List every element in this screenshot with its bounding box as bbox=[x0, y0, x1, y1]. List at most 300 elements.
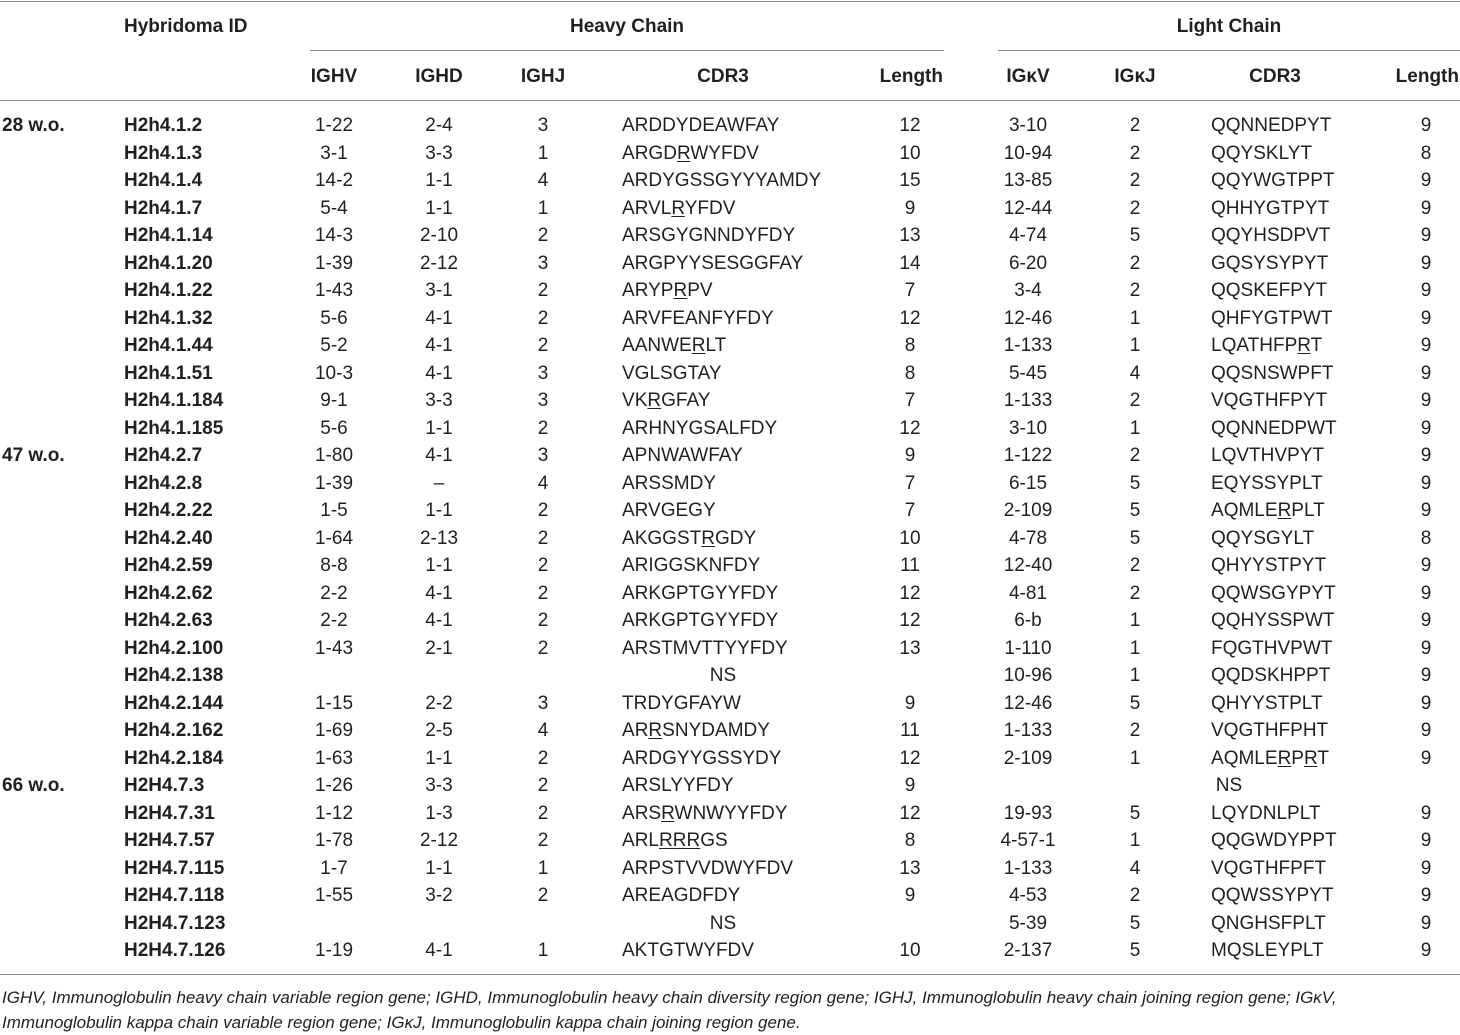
hybridoma-id: H2h4.2.59 bbox=[124, 555, 213, 576]
heavy-cdr3-cell: NS bbox=[709, 912, 737, 934]
ighv-cell: 1-69 bbox=[314, 720, 354, 741]
hybridoma-id: H2h4.1.20 bbox=[124, 252, 213, 274]
heavy-cdr3-cell: ARKGPTGYYFDY bbox=[622, 610, 779, 631]
igkv-cell: 10-94 bbox=[1003, 142, 1053, 164]
heavy-length-cell: 8 bbox=[904, 362, 916, 384]
ighj-cell: 2 bbox=[537, 555, 549, 576]
heavy-chain-rule bbox=[310, 50, 944, 51]
ighj-cell: 3 bbox=[537, 362, 549, 384]
light-cdr3-cell: LQVTHVPYT bbox=[1211, 445, 1324, 466]
heavy-length-cell: 13 bbox=[899, 637, 921, 659]
igkj-cell: 2 bbox=[1129, 115, 1141, 136]
light-length-cell: 9 bbox=[1420, 610, 1432, 631]
heavy-cdr3-cell: ARPSTVVDWYFDV bbox=[622, 857, 794, 879]
light-cdr3-cell: VQGTHFPYT bbox=[1211, 390, 1328, 411]
heavy-cdr3-cell: ARSRWNWYYFDY bbox=[622, 802, 788, 824]
heavy-length-cell: 8 bbox=[904, 830, 916, 851]
igkv-cell: 12-40 bbox=[1003, 555, 1053, 576]
heavy-cdr3-cell: AANWERLT bbox=[622, 335, 727, 356]
light-cdr3-cell: EQYSSYPLT bbox=[1211, 472, 1323, 494]
light-cdr3-cell: AQMLERPRT bbox=[1211, 747, 1329, 769]
igkv-cell: 5-45 bbox=[1008, 362, 1048, 384]
heavy-cdr3-cell: ARYPRPV bbox=[622, 280, 713, 301]
heavy-length-cell: 10 bbox=[899, 940, 921, 961]
light-cdr3-cell: AQMLERPLT bbox=[1211, 500, 1325, 521]
light-length-cell: 9 bbox=[1420, 912, 1432, 934]
ighv-cell: 1-26 bbox=[314, 775, 354, 796]
igkj-cell: 5 bbox=[1129, 500, 1141, 521]
heavy-cdr3-cell: AREAGDFDY bbox=[622, 885, 741, 906]
light-cdr3-cell: FQGTHVPWT bbox=[1211, 637, 1333, 659]
ighd-cell: 1-3 bbox=[425, 802, 453, 824]
light-length-cell: 9 bbox=[1420, 857, 1432, 879]
heavy-cdr3-cell: VGLSGTAY bbox=[622, 362, 722, 384]
heavy-cdr3-cell: TRDYGFAYW bbox=[622, 692, 741, 714]
light-length-cell: 9 bbox=[1420, 115, 1432, 136]
heavy-cdr3-cell: ARVGEGY bbox=[622, 500, 716, 521]
igkj-cell: 2 bbox=[1129, 390, 1141, 411]
ighv-cell: 1-39 bbox=[314, 472, 354, 494]
igkv-cell: 1-110 bbox=[1004, 637, 1052, 659]
ighd-cell: 4-1 bbox=[425, 582, 453, 604]
ighv-cell: 1-43 bbox=[314, 637, 354, 659]
ighj-cell: 3 bbox=[537, 252, 549, 274]
ighd-cell: 4-1 bbox=[425, 940, 453, 961]
light-cdr3-cell: QQGWDYPPT bbox=[1211, 830, 1337, 851]
heavy-cdr3-cell: ARSLYYFDY bbox=[622, 775, 734, 796]
ighd-cell: 2-13 bbox=[419, 527, 459, 549]
table-footnote: IGHV, Immunoglobulin heavy chain variable region gene; IGHD, Immunoglobulin heavy chain diversity region gene; IGHJ, Immunoglobulin heavy chain joining region gene; IGκV, Immunoglobulin kappa chain variable region gene; IGκJ, Immunoglobulin kappa chain joining region gene. bbox=[2, 988, 1337, 1032]
ighj-cell: 2 bbox=[537, 747, 549, 769]
hybridoma-id: H2H4.7.123 bbox=[124, 912, 226, 934]
igkj-cell: 4 bbox=[1129, 857, 1141, 879]
light-length-cell: 9 bbox=[1420, 390, 1432, 411]
heavy-length-cell: 12 bbox=[899, 417, 921, 439]
heavy-length-cell: 10 bbox=[899, 142, 921, 164]
ighd-cell: 1-1 bbox=[425, 500, 453, 521]
ighd-cell: 4-1 bbox=[425, 362, 453, 384]
heavy-length-cell: 7 bbox=[904, 280, 916, 301]
igkv-cell: 1-133 bbox=[1003, 335, 1053, 356]
igkj-cell: 1 bbox=[1129, 610, 1141, 631]
heavy-length-cell: 9 bbox=[904, 885, 916, 906]
igkv-cell: 6-b bbox=[1014, 610, 1042, 631]
ighd-cell: 4-1 bbox=[425, 610, 453, 631]
header-hybridoma-id: Hybridoma ID bbox=[124, 16, 248, 37]
header-ighd: IGHD bbox=[415, 66, 463, 87]
age-group-label: 66 w.o. bbox=[2, 775, 65, 796]
igkv-cell: 4-78 bbox=[1008, 527, 1048, 549]
light-cdr3-cell: QQSKEFPYT bbox=[1211, 280, 1328, 301]
igkj-cell: 2 bbox=[1129, 555, 1141, 576]
igkj-cell: 1 bbox=[1129, 417, 1141, 439]
ighv-cell: 1-39 bbox=[314, 252, 354, 274]
light-cdr3-cell: QHYYSTPYT bbox=[1211, 555, 1327, 576]
light-length-cell: 9 bbox=[1420, 170, 1432, 191]
hybridoma-id: H2h4.2.40 bbox=[124, 527, 213, 549]
ighj-cell: 1 bbox=[537, 142, 549, 164]
light-length-cell: 9 bbox=[1420, 307, 1432, 329]
header-light-cdr3: CDR3 bbox=[1249, 66, 1301, 87]
hybridoma-id: H2H4.7.126 bbox=[124, 940, 226, 961]
heavy-length-cell: 8 bbox=[904, 335, 916, 356]
light-length-cell: 9 bbox=[1420, 417, 1432, 439]
ighj-cell: 1 bbox=[537, 940, 549, 961]
heavy-cdr3-cell: ARLRRRGS bbox=[622, 830, 728, 851]
light-length-cell: 9 bbox=[1420, 335, 1432, 356]
ighj-cell: 2 bbox=[537, 802, 549, 824]
igkj-cell: 2 bbox=[1129, 252, 1141, 274]
ighj-cell: 2 bbox=[537, 527, 549, 549]
light-length-cell: 9 bbox=[1420, 472, 1432, 494]
light-cdr3-cell: MQSLEYPLT bbox=[1211, 940, 1324, 961]
heavy-length-cell: 7 bbox=[904, 390, 916, 411]
heavy-cdr3-cell: ARVFEANFYFDY bbox=[622, 307, 774, 329]
ighj-cell: 3 bbox=[537, 445, 549, 466]
ighj-cell: 4 bbox=[537, 472, 549, 494]
igkj-cell: 2 bbox=[1129, 582, 1141, 604]
igkj-cell: 2 bbox=[1129, 445, 1141, 466]
ighv-cell: 1-15 bbox=[314, 692, 354, 714]
igkv-cell: 12-46 bbox=[1003, 692, 1053, 714]
light-length-cell: 9 bbox=[1420, 362, 1432, 384]
ighj-cell: 3 bbox=[537, 692, 549, 714]
light-length-cell: 9 bbox=[1420, 500, 1432, 521]
ighv-cell: 1-12 bbox=[314, 802, 354, 824]
hybridoma-id: H2h4.1.32 bbox=[124, 307, 213, 329]
igkj-cell: 1 bbox=[1129, 307, 1141, 329]
heavy-length-cell: 12 bbox=[899, 582, 921, 604]
light-cdr3-cell: QQYHSDPVT bbox=[1211, 225, 1331, 246]
igkv-cell: 4-81 bbox=[1008, 582, 1048, 604]
heavy-length-cell: 14 bbox=[899, 252, 921, 274]
igkj-cell: 2 bbox=[1129, 885, 1141, 906]
heavy-length-cell: 9 bbox=[904, 775, 916, 796]
ighv-cell: 5-6 bbox=[320, 307, 348, 329]
ighd-cell: 3-3 bbox=[425, 390, 453, 411]
ighd-cell: 2-10 bbox=[419, 225, 459, 246]
igkv-cell: 3-10 bbox=[1008, 115, 1048, 136]
ighj-cell: 3 bbox=[537, 115, 549, 136]
ighj-cell: 4 bbox=[537, 720, 549, 741]
ighd-cell: 2-12 bbox=[419, 252, 459, 274]
igkv-cell: 4-57-1 bbox=[1000, 830, 1056, 851]
header-light-chain: Light Chain bbox=[1176, 16, 1282, 37]
igkv-cell: 6-15 bbox=[1008, 472, 1048, 494]
hybridoma-id: H2h4.2.162 bbox=[124, 720, 224, 741]
header-igkj: IGκJ bbox=[1114, 66, 1156, 87]
ighv-cell: 1-22 bbox=[314, 115, 354, 136]
light-cdr3-cell: GQSYSYPYT bbox=[1211, 252, 1329, 274]
ighd-cell: 3-3 bbox=[425, 775, 453, 796]
ighd-cell: 1-1 bbox=[425, 170, 453, 191]
ighv-cell: 14-2 bbox=[314, 170, 354, 191]
ighj-cell: 1 bbox=[537, 197, 549, 219]
ighd-cell: 2-2 bbox=[425, 692, 453, 714]
heavy-length-cell: 11 bbox=[900, 555, 920, 576]
light-length-cell: 9 bbox=[1420, 885, 1432, 906]
ighv-cell: 2-2 bbox=[320, 582, 348, 604]
hybridoma-id: H2h4.1.3 bbox=[124, 142, 203, 164]
light-length-cell: 9 bbox=[1420, 445, 1432, 466]
ighv-cell: 1-43 bbox=[314, 280, 354, 301]
hybridoma-id: H2H4.7.115 bbox=[124, 857, 225, 879]
igkj-cell: 5 bbox=[1129, 527, 1141, 549]
ighd-cell: 1-1 bbox=[425, 555, 453, 576]
ighv-cell: 1-55 bbox=[314, 885, 354, 906]
light-cdr3-cell: QHFYGTPWT bbox=[1211, 307, 1333, 329]
light-cdr3-cell: VQGTHFPHT bbox=[1211, 720, 1329, 741]
ighj-cell: 1 bbox=[537, 857, 549, 879]
igkv-cell: 12-46 bbox=[1003, 307, 1053, 329]
heavy-length-cell: 12 bbox=[899, 307, 921, 329]
heavy-length-cell: 11 bbox=[900, 720, 920, 741]
light-length-cell: 9 bbox=[1420, 637, 1432, 659]
ighd-cell: 1-1 bbox=[425, 747, 453, 769]
light-cdr3-cell: LQYDNLPLT bbox=[1211, 802, 1321, 824]
igkj-cell: 2 bbox=[1129, 170, 1141, 191]
igkj-cell: 5 bbox=[1129, 940, 1141, 961]
light-cdr3-cell: LQATHFPRT bbox=[1211, 335, 1323, 356]
heavy-cdr3-cell: ARIGGSKNFDY bbox=[622, 555, 761, 576]
heavy-cdr3-cell: ARSTMVTTYYFDY bbox=[622, 637, 788, 659]
ighd-cell: – bbox=[433, 472, 445, 494]
heavy-length-cell: 9 bbox=[904, 692, 916, 714]
heavy-cdr3-cell: VKRGFAY bbox=[622, 390, 711, 411]
igkv-cell: 1-133 bbox=[1003, 390, 1053, 411]
header-light-length: Length bbox=[1395, 66, 1459, 87]
ighd-cell: 3-2 bbox=[425, 885, 453, 906]
ighv-cell: 3-1 bbox=[320, 142, 348, 164]
heavy-length-cell: 9 bbox=[904, 197, 916, 219]
ighj-cell: 2 bbox=[537, 225, 549, 246]
heavy-length-cell: 12 bbox=[899, 115, 921, 136]
heavy-cdr3-cell: NS bbox=[709, 665, 737, 686]
ighd-cell: 1-1 bbox=[425, 417, 453, 439]
igkv-cell: 4-74 bbox=[1008, 225, 1048, 246]
ighd-cell: 2-5 bbox=[425, 720, 453, 741]
heavy-length-cell: 12 bbox=[899, 610, 921, 631]
hybridoma-id: H2h4.2.144 bbox=[124, 692, 224, 714]
igkj-cell: 1 bbox=[1129, 335, 1141, 356]
light-length-cell: 8 bbox=[1420, 142, 1432, 164]
igkv-cell: 1-133 bbox=[1003, 857, 1053, 879]
hybridoma-id: H2h4.2.62 bbox=[124, 582, 213, 604]
heavy-cdr3-cell: AKGGSTRGDY bbox=[622, 527, 757, 549]
age-group-label: 28 w.o. bbox=[2, 115, 65, 136]
igkj-cell: 5 bbox=[1129, 472, 1141, 494]
heavy-length-cell: 12 bbox=[899, 747, 921, 769]
igkv-cell: 19-93 bbox=[1003, 802, 1053, 824]
light-cdr3-cell: QQSNSWPFT bbox=[1211, 362, 1334, 384]
ighd-cell: 1-1 bbox=[425, 197, 453, 219]
light-length-cell: 9 bbox=[1420, 225, 1432, 246]
heavy-cdr3-cell: ARDDYDEAWFAY bbox=[622, 115, 780, 136]
ighv-cell: 1-80 bbox=[314, 445, 354, 466]
heavy-length-cell: 10 bbox=[899, 527, 921, 549]
igkj-cell: 1 bbox=[1129, 830, 1141, 851]
table-top-rule bbox=[0, 1, 1460, 2]
heavy-cdr3-cell: APNWAWFAY bbox=[622, 445, 743, 466]
ighv-cell: 5-6 bbox=[320, 417, 348, 439]
header-ighj: IGHJ bbox=[520, 66, 566, 87]
igkj-cell: 2 bbox=[1129, 142, 1141, 164]
hybridoma-id: H2H4.7.3 bbox=[124, 775, 205, 796]
hybridoma-id: H2h4.1.184 bbox=[124, 390, 224, 411]
hybridoma-id: H2h4.1.2 bbox=[124, 115, 203, 136]
heavy-length-cell: 7 bbox=[904, 472, 916, 494]
light-cdr3-cell: QQWSGYPYT bbox=[1211, 582, 1336, 604]
hybridoma-id: H2h4.2.184 bbox=[124, 747, 224, 769]
igkj-cell: 1 bbox=[1129, 637, 1141, 659]
light-cdr3-cell: QQYWGTPPT bbox=[1211, 170, 1335, 191]
light-length-cell: 9 bbox=[1420, 940, 1432, 961]
ighj-cell: 2 bbox=[537, 775, 549, 796]
igkv-cell: 5-39 bbox=[1008, 912, 1048, 934]
light-length-cell: 9 bbox=[1420, 830, 1432, 851]
igkj-cell: 2 bbox=[1129, 197, 1141, 219]
header-heavy-cdr3: CDR3 bbox=[697, 66, 749, 87]
ighj-cell: 3 bbox=[537, 390, 549, 411]
light-chain-rule bbox=[998, 50, 1460, 51]
ighj-cell: 2 bbox=[537, 885, 549, 906]
ighd-cell: 3-3 bbox=[425, 142, 453, 164]
hybridoma-id: H2H4.7.118 bbox=[124, 885, 225, 906]
light-length-cell: 9 bbox=[1420, 252, 1432, 274]
header-heavy-chain: Heavy Chain bbox=[569, 16, 685, 37]
heavy-cdr3-cell: ARDYGSSGYYYAMDY bbox=[622, 170, 822, 191]
ighj-cell: 2 bbox=[537, 280, 549, 301]
igkv-cell: 10-96 bbox=[1003, 665, 1053, 686]
ighd-cell: 4-1 bbox=[425, 307, 453, 329]
igkj-cell: 5 bbox=[1129, 225, 1141, 246]
ighv-cell: 5-4 bbox=[320, 197, 348, 219]
heavy-length-cell: 9 bbox=[904, 445, 916, 466]
ighv-cell: 9-1 bbox=[320, 390, 348, 411]
heavy-cdr3-cell: ARRSNYDAMDY bbox=[622, 720, 770, 741]
hybridoma-id: H2h4.1.4 bbox=[124, 170, 203, 191]
igkv-cell: 1-122 bbox=[1003, 445, 1053, 466]
header-ighv: IGHV bbox=[310, 66, 358, 87]
light-length-cell: 8 bbox=[1420, 527, 1432, 549]
light-cdr3-cell: QHHYGTPYT bbox=[1211, 197, 1330, 219]
hybridoma-id: H2h4.2.138 bbox=[124, 665, 224, 686]
heavy-length-cell: 13 bbox=[899, 225, 921, 246]
light-length-cell: 9 bbox=[1420, 555, 1432, 576]
heavy-cdr3-cell: ARVLRYFDV bbox=[622, 197, 736, 219]
hybridoma-id: H2h4.1.185 bbox=[124, 417, 224, 439]
ighj-cell: 2 bbox=[537, 500, 549, 521]
light-length-cell: 9 bbox=[1420, 747, 1432, 769]
hybridoma-id: H2h4.2.63 bbox=[124, 610, 213, 631]
heavy-cdr3-cell: ARSSMDY bbox=[622, 472, 716, 494]
header-bottom-rule bbox=[0, 100, 1460, 101]
light-length-cell: 9 bbox=[1420, 692, 1432, 714]
hybridoma-id: H2h4.2.22 bbox=[124, 500, 213, 521]
ighd-cell: 2-12 bbox=[419, 830, 459, 851]
igkv-cell: 13-85 bbox=[1003, 170, 1053, 191]
igkj-cell: 5 bbox=[1129, 912, 1141, 934]
ighv-cell: 14-3 bbox=[314, 225, 354, 246]
ighd-cell: 2-1 bbox=[425, 637, 453, 659]
light-cdr3-cell: QQDSKHPPT bbox=[1211, 665, 1331, 686]
ighj-cell: 2 bbox=[537, 417, 549, 439]
hybridoma-id: H2H4.7.57 bbox=[124, 830, 215, 851]
hybridoma-id: H2h4.1.14 bbox=[124, 225, 213, 246]
ighv-cell: 1-5 bbox=[320, 500, 348, 521]
light-length-cell: 9 bbox=[1420, 720, 1432, 741]
ighj-cell: 2 bbox=[537, 610, 549, 631]
hybridoma-id: H2h4.2.7 bbox=[124, 445, 203, 466]
hybridoma-id: H2h4.1.7 bbox=[124, 197, 203, 219]
ighd-cell: 1-1 bbox=[425, 857, 453, 879]
light-cdr3-cell: NS bbox=[1215, 775, 1243, 796]
heavy-cdr3-cell: ARGPYYSESGGFAY bbox=[622, 252, 804, 274]
ighd-cell: 4-1 bbox=[425, 335, 453, 356]
ighv-cell: 1-7 bbox=[320, 857, 348, 879]
igkv-cell: 3-10 bbox=[1008, 417, 1048, 439]
hybridoma-id: H2h4.1.22 bbox=[124, 280, 213, 301]
igkv-cell: 2-109 bbox=[1003, 747, 1053, 769]
ighv-cell: 10-3 bbox=[314, 362, 354, 384]
light-length-cell: 9 bbox=[1420, 802, 1432, 824]
igkj-cell: 2 bbox=[1129, 720, 1141, 741]
light-cdr3-cell: QQNNEDPWT bbox=[1211, 417, 1337, 439]
heavy-cdr3-cell: AKTGTWYFDV bbox=[622, 940, 754, 961]
hybridoma-id: H2h4.2.8 bbox=[124, 472, 203, 494]
ighv-cell: 1-64 bbox=[314, 527, 354, 549]
light-cdr3-cell: QQHYSSPWT bbox=[1211, 610, 1335, 631]
age-group-label: 47 w.o. bbox=[2, 445, 65, 466]
igkv-cell: 3-4 bbox=[1014, 280, 1042, 301]
header-heavy-length: Length bbox=[879, 66, 943, 87]
light-length-cell: 9 bbox=[1420, 280, 1432, 301]
light-cdr3-cell: VQGTHFPFT bbox=[1211, 857, 1327, 879]
igkv-cell: 4-53 bbox=[1008, 885, 1048, 906]
heavy-length-cell: 13 bbox=[899, 857, 921, 879]
ighv-cell: 2-2 bbox=[320, 610, 348, 631]
ighv-cell: 5-2 bbox=[320, 335, 348, 356]
ighj-cell: 4 bbox=[537, 170, 549, 191]
igkv-cell: 12-44 bbox=[1003, 197, 1053, 219]
ighj-cell: 2 bbox=[537, 582, 549, 604]
heavy-cdr3-cell: ARSGYGNNDYFDY bbox=[622, 225, 796, 246]
ighv-cell: 1-78 bbox=[314, 830, 354, 851]
light-cdr3-cell: QNGHSFPLT bbox=[1211, 912, 1326, 934]
ighj-cell: 2 bbox=[537, 307, 549, 329]
ighd-cell: 4-1 bbox=[425, 445, 453, 466]
hybridoma-id: H2h4.2.100 bbox=[124, 637, 224, 659]
igkj-cell: 1 bbox=[1129, 665, 1141, 686]
heavy-cdr3-cell: ARDGYYGSSYDY bbox=[622, 747, 782, 769]
heavy-length-cell: 15 bbox=[899, 170, 921, 191]
light-cdr3-cell: QQYSGYLT bbox=[1211, 527, 1315, 549]
igkj-cell: 2 bbox=[1129, 280, 1141, 301]
heavy-cdr3-cell: ARHNYGSALFDY bbox=[622, 417, 778, 439]
light-length-cell: 9 bbox=[1420, 582, 1432, 604]
light-length-cell: 9 bbox=[1420, 197, 1432, 219]
ighj-cell: 2 bbox=[537, 335, 549, 356]
ighv-cell: 1-63 bbox=[314, 747, 354, 769]
light-cdr3-cell: QQWSSYPYT bbox=[1211, 885, 1334, 906]
igkv-cell: 2-109 bbox=[1003, 500, 1053, 521]
hybridoma-id: H2h4.1.44 bbox=[124, 335, 213, 356]
ighj-cell: 2 bbox=[537, 637, 549, 659]
heavy-length-cell: 7 bbox=[904, 500, 916, 521]
ighv-cell: 8-8 bbox=[320, 555, 348, 576]
heavy-cdr3-cell: ARGDRWYFDV bbox=[622, 142, 759, 164]
light-cdr3-cell: QQYSKLYT bbox=[1211, 142, 1313, 164]
